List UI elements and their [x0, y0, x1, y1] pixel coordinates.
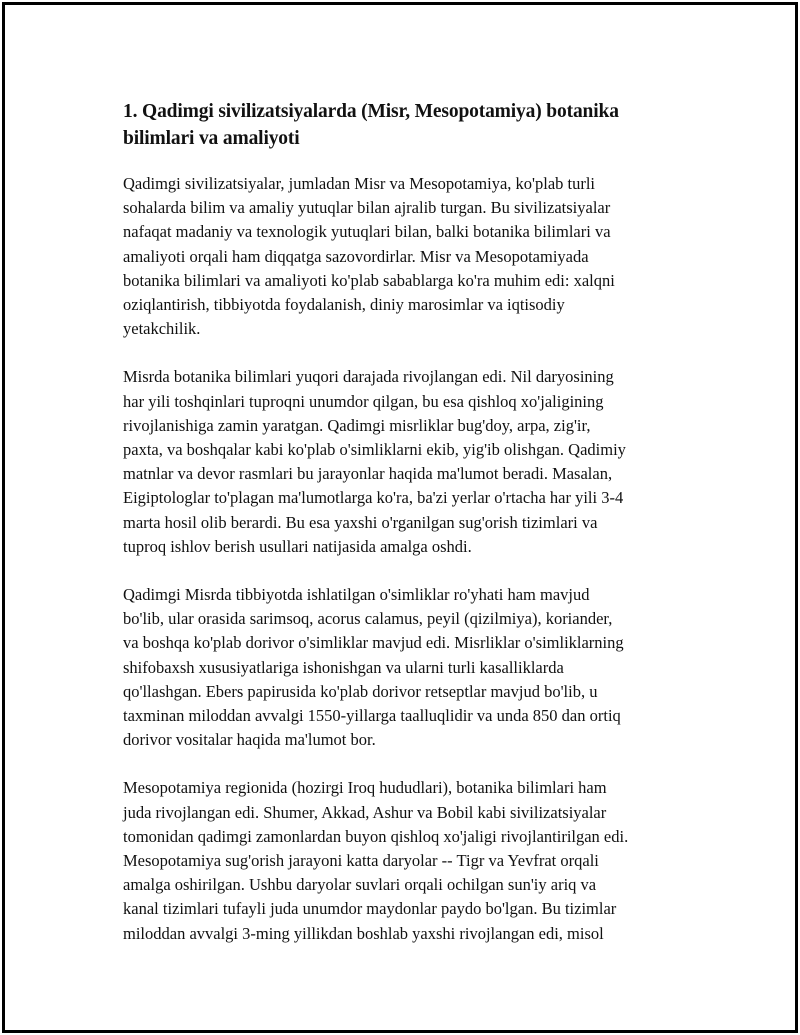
heading-line: bilimlari va amaliyoti	[123, 128, 300, 149]
text-line: matnlar va devor rasmlari bu jarayonlar haqida ma'lumot beradi. Masalan,	[123, 464, 613, 484]
text-line: Qadimgi Misrda tibbiyotda ishlatilgan o'simliklar ro'yhati ham mavjud	[123, 585, 590, 605]
text-line: har yili toshqinlari tuproqni unumdor qilgan, bu esa qishloq xo'jaligining	[123, 391, 604, 411]
text-line: va boshqa ko'plab dorivor o'simliklar mavjud edi. Misrliklar o'simliklarning	[123, 633, 624, 653]
text-line: botanika bilimlari va amaliyoti ko'plab sabablarga ko'ra muhim edi: xalqni	[123, 270, 615, 290]
text-line: Mesopotamiya sug'orish jarayoni katta daryolar -- Tigr va Yevfrat orqali	[123, 851, 599, 871]
paragraph-2	[123, 365, 693, 559]
text-line: rivojlanishiga zamin yaratgan. Qadimgi misrliklar bug'doy, arpa, zig'ir,	[123, 415, 591, 435]
paragraph-4	[123, 776, 693, 945]
text-line: nafaqat madaniy va texnologik yutuqlari bilan, balki botanika bilimlari va	[123, 222, 611, 242]
section-heading	[123, 98, 693, 152]
text-line: taxminan miloddan avvalgi 1550-yillarga taalluqlidir va unda 850 dan ortiq	[123, 706, 621, 726]
text-line: bo'lib, ular orasida sarimsoq, acorus calamus, peyil (qizilmiya), koriander,	[123, 609, 613, 629]
page-frame	[2, 2, 798, 1033]
text-line: oziqlantirish, tibbiyotda foydalanish, diniy marosimlar va iqtisodiy	[123, 295, 565, 315]
text-line: miloddan avvalgi 3-ming yillikdan boshlab yaxshi rivojlangan edi, misol	[123, 923, 604, 943]
text-line: qo'llashgan. Ebers papirusida ko'plab dorivor retseptlar mavjud bo'lib, u	[123, 681, 598, 701]
text-line: shifobaxsh xususiyatlariga ishonishgan va ularni turli kasalliklarda	[123, 657, 564, 677]
heading-line: 1. Qadimgi sivilizatsiyalarda (Misr, Mesopotamiya) botanika	[123, 101, 619, 122]
text-line: amalga oshirilgan. Ushbu daryolar suvlari orqali ochilgan sun'iy ariq va	[123, 875, 597, 895]
text-line: dorivor vositalar haqida ma'lumot bor.	[123, 730, 376, 750]
text-line: amaliyoti orqali ham diqqatga sazovordirlar. Misr va Mesopotamiyada	[123, 246, 589, 266]
text-line: tuproq ishlov berish usullari natijasida amalga oshdi.	[123, 536, 472, 556]
text-line: paxta, va boshqalar kabi ko'plab o'simliklarni ekib, yig'ib olishgan. Qadimiy	[123, 440, 626, 460]
text-line: juda rivojlangan edi. Shumer, Akkad, Ashur va Bobil kabi sivilizatsiyalar	[123, 802, 607, 822]
text-line: sohalarda bilim va amaliy yutuqlar bilan ajralib turgan. Bu sivilizatsiyalar	[123, 198, 611, 218]
text-line: Eigiptologlar to'plagan ma'lumotlarga ko'ra, ba'zi yerlar o'rtacha har yili 3-4	[123, 488, 624, 508]
paragraph-3	[123, 583, 693, 752]
text-line: yetakchilik.	[123, 319, 201, 339]
document-body	[123, 98, 693, 970]
text-line: tomonidan qadimgi zamonlardan buyon qishloq xo'jaligi rivojlantirilgan edi.	[123, 826, 629, 846]
paragraph-1	[123, 172, 693, 341]
text-line: marta hosil olib berardi. Bu esa yaxshi o'rganilgan sug'orish tizimlari va	[123, 512, 598, 532]
text-line: kanal tizimlari tufayli juda unumdor maydonlar paydo bo'lgan. Bu tizimlar	[123, 899, 617, 919]
text-line: Mesopotamiya regionida (hozirgi Iroq hududlari), botanika bilimlari ham	[123, 778, 607, 798]
text-line: Qadimgi sivilizatsiyalar, jumladan Misr va Mesopotamiya, ko'plab turli	[123, 174, 596, 193]
text-line: Misrda botanika bilimlari yuqori darajada rivojlangan edi. Nil daryosining	[123, 367, 614, 387]
